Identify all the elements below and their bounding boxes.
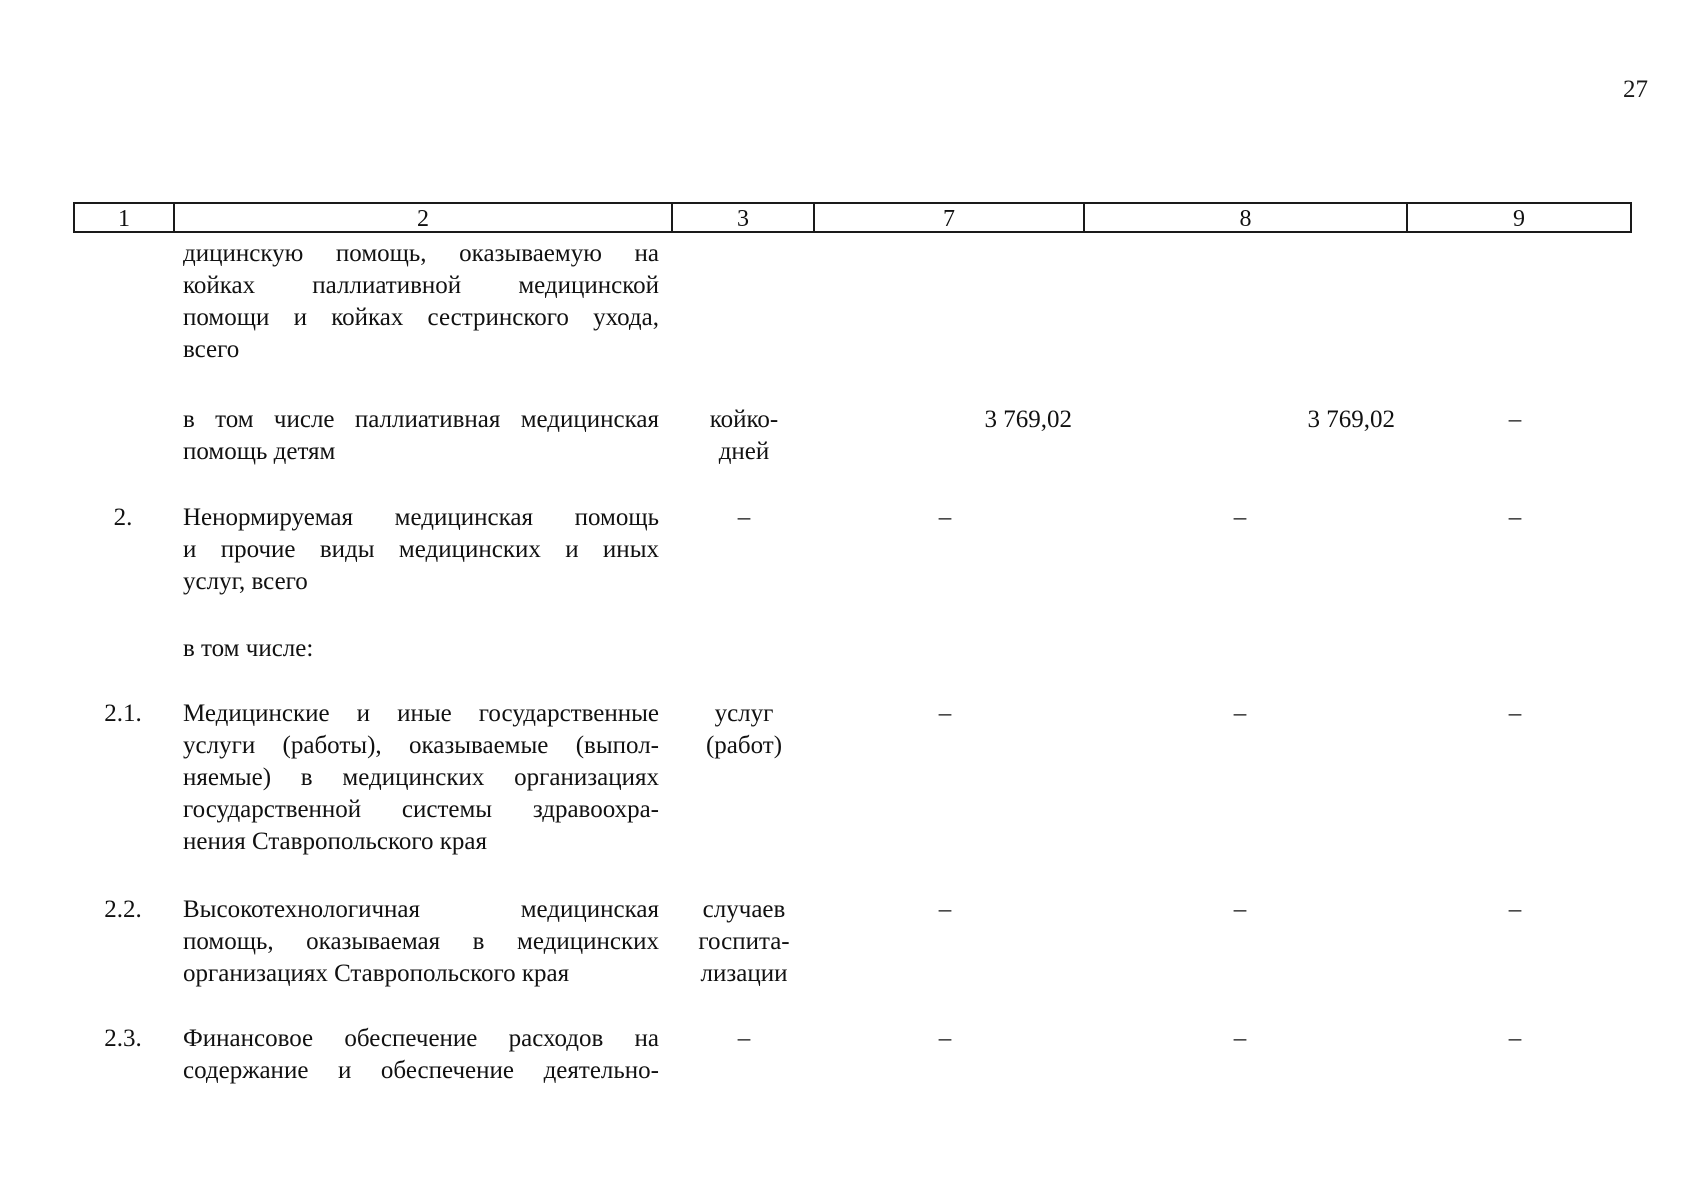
row-value-col7: 3 769,02 [984, 406, 1072, 433]
row-unit [684, 698, 804, 762]
description-line: всего [183, 336, 240, 363]
unit-line: лизации [700, 960, 788, 987]
row-description [183, 238, 659, 366]
description-line: услуг, всего [183, 568, 308, 595]
table-header-row [73, 202, 1632, 233]
description-line: койках паллиативной медицинской [183, 272, 659, 299]
unit-line: дней [718, 438, 770, 465]
description-line: няемые) в медицинских организациях [183, 764, 659, 791]
description-line: в том числе: [183, 635, 314, 662]
row-number: 2.1. [104, 700, 142, 727]
row-description [183, 404, 659, 468]
row-value-col9: – [1508, 1025, 1522, 1052]
page-number: 27 [1623, 76, 1648, 103]
row-value-col7: – [938, 896, 952, 923]
description-line: в том числе паллиативная медицинская [183, 406, 659, 433]
unit-line: – [737, 1025, 751, 1052]
row-description [183, 894, 659, 990]
description-line: услуги (работы), оказываемые (выпол- [183, 732, 659, 759]
row-value-col8: – [1233, 1025, 1247, 1052]
row-unit [684, 894, 804, 990]
description-line: содержание и обеспечение деятельно- [183, 1057, 659, 1084]
row-value-col8: – [1233, 504, 1247, 531]
row-value-col8: 3 769,02 [1307, 406, 1395, 433]
description-line: Финансовое обеспечение расходов на [183, 1025, 659, 1052]
row-value-col9: – [1508, 504, 1522, 531]
unit-line: услуг [714, 700, 774, 727]
row-description [183, 633, 659, 665]
row-description [183, 1023, 659, 1087]
row-unit [684, 404, 804, 468]
description-line: Ненормируемая медицинская помощь [183, 504, 659, 531]
row-description [183, 502, 659, 598]
header-col-8: 8 [1085, 204, 1408, 231]
header-col-9: 9 [1513, 206, 1525, 232]
description-line: нения Ставропольского края [183, 828, 487, 855]
description-line: Высокотехнологичная медицинская [183, 896, 659, 923]
description-line: организациях Ставропольского края [183, 960, 570, 987]
unit-line: койко- [709, 406, 779, 433]
row-value-col8: – [1233, 896, 1247, 923]
header-col-2: 2 [175, 204, 673, 231]
row-description [183, 698, 659, 858]
description-line: помощь, оказываемая в медицинских [183, 928, 659, 955]
row-value-col9: – [1508, 700, 1522, 727]
unit-line: госпита- [698, 928, 790, 955]
header-col-7: 7 [815, 204, 1085, 231]
description-line: и прочие виды медицинских и иных [183, 536, 659, 563]
row-value-col7: – [938, 1025, 952, 1052]
description-line: государственной системы здравоохра- [183, 796, 659, 823]
row-value-col8: – [1233, 700, 1247, 727]
unit-line: – [737, 504, 751, 531]
row-value-col7: – [938, 504, 952, 531]
description-line: помощи и койках сестринского ухода, [183, 304, 659, 331]
row-unit [684, 1023, 804, 1055]
unit-line: случаев [702, 896, 786, 923]
description-line: помощь детям [183, 438, 336, 465]
header-col-3: 3 [673, 204, 815, 231]
row-value-col9: – [1508, 896, 1522, 923]
row-unit [684, 502, 804, 534]
unit-line: (работ) [705, 732, 783, 759]
row-value-col9: – [1508, 406, 1522, 433]
row-value-col7: – [938, 700, 952, 727]
header-col-1: 1 [75, 204, 175, 231]
description-line: дицинскую помощь, оказываемую на [183, 240, 659, 267]
row-number: 2.2. [104, 896, 142, 923]
row-number: 2.3. [104, 1025, 142, 1052]
description-line: Медицинские и иные государственные [183, 700, 659, 727]
row-number: 2. [113, 504, 133, 531]
